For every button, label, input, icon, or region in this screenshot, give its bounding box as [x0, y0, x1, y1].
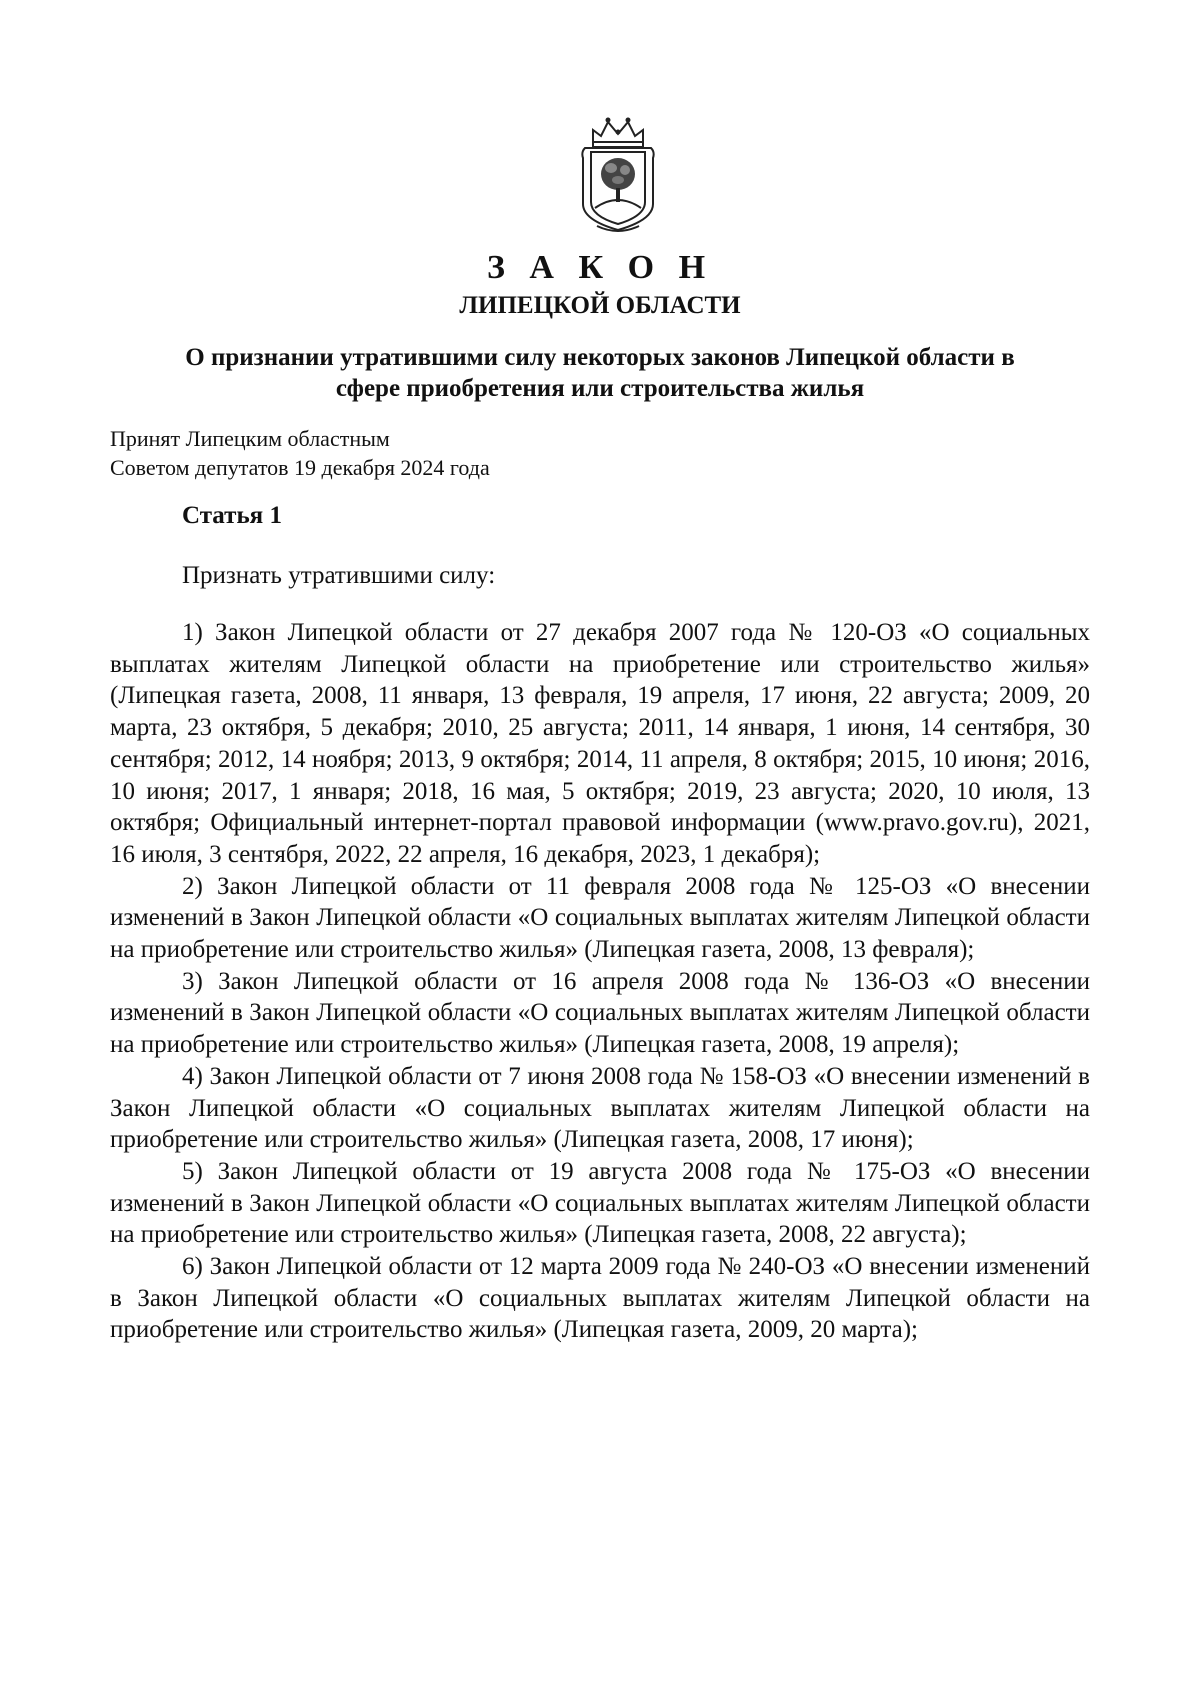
adoption-line: Принят Липецким областным: [110, 426, 390, 451]
article-heading: Статья 1: [182, 502, 282, 529]
article-item: 4) Закон Липецкой области от 7 июня 2008 года № 158-ОЗ «О внесении изменений в Закон Липецкой области «О социальных выплатах жителям Липецкой области на приобретение или строительство жилья» (Липецкая газета, 2008, 17 июня);: [110, 1062, 1090, 1154]
law-subject-line: О признании утратившими силу некоторых законов Липецкой области в: [185, 344, 1015, 371]
law-title: З А К О Н: [486, 249, 714, 286]
adoption-note: [110, 424, 490, 482]
law-subject: [150, 342, 1050, 404]
article-intro: Признать утратившими силу:: [182, 562, 496, 589]
law-region: ЛИПЕЦКОЙ ОБЛАСТИ: [459, 292, 741, 319]
article-item: 2) Закон Липецкой области от 11 февраля 2008 года № 125-ОЗ «О внесении изменений в Закон Липецкой области «О социальных выплатах жителям Липецкой области на приобретение или строительство жилья» (Липецкая газета, 2008, 13 февраля);: [110, 872, 1090, 964]
article-item: 6) Закон Липецкой области от 12 марта 2009 года № 240-ОЗ «О внесении изменений в Закон Липецкой области «О социальных выплатах жителям Липецкой области на приобретение или строительство жилья» (Липецкая газета, 2009, 20 марта);: [110, 1253, 1090, 1344]
lipetsk-coat-of-arms-icon: [575, 108, 661, 236]
adoption-line: Советом депутатов 19 декабря 2024 года: [110, 455, 490, 480]
article-item: 1) Закон Липецкой области от 27 декабря 2007 года № 120-ОЗ «О социальных выплатах жителям Липецкой области на приобретение или строительство жилья» (Липецкая газета, 2008, 11 января, 13 февраля, 19 апреля, 17 июня, 22 августа; 2009, 20 марта, 23 октября, 5 декабря; 2010, 25 августа; 2011, 14 января, 1 июня, 14 сентября, 30 сентября; 2012, 14 ноября; 2013, 9 октября; 2014, 11 апреля, 8 октября; 2015, 10 июня; 2016, 10 июня; 2017, 1 января; 2018, 16 мая, 5 октября; 2019, 23 августа; 2020, 10 июля, 13 октября; Официальный интернет-портал правовой информации (www.pravo.gov.ru), 2021, 16 июля, 3 сентября, 2022, 22 апреля, 16 декабря, 2023, 1 декабря);: [110, 619, 1090, 868]
law-subject-line: сфере приобретения или строительства жилья: [335, 375, 865, 402]
article-item: 3) Закон Липецкой области от 16 апреля 2008 года № 136-ОЗ «О внесении изменений в Закон Липецкой области «О социальных выплатах жителям Липецкой области на приобретение или строительство жилья» (Липецкая газета, 2008, 19 апреля);: [110, 967, 1090, 1059]
article-item: 5) Закон Липецкой области от 19 августа 2008 года № 175-ОЗ «О внесении изменений в Закон Липецкой области «О социальных выплатах жителям Липецкой области на приобретение или строительство жилья» (Липецкая газета, 2008, 22 августа);: [110, 1157, 1090, 1249]
article-items: [110, 617, 1090, 1346]
